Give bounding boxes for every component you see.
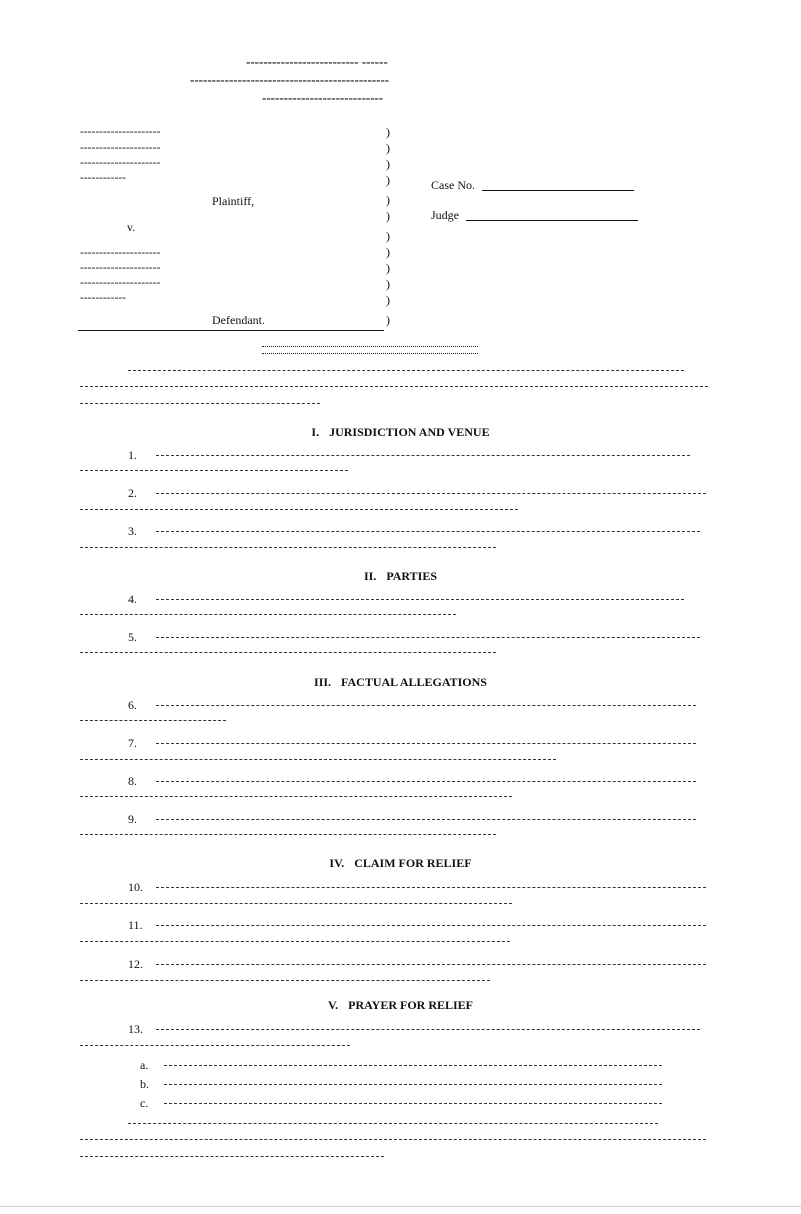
sub-item-line	[164, 1084, 662, 1085]
section-numeral: III.	[314, 675, 332, 689]
paragraph-line	[80, 1045, 350, 1046]
plaintiff-line: ---------------------	[80, 142, 161, 154]
paragraph-number: 9.	[128, 812, 137, 826]
paragraph-number: 10.	[128, 880, 143, 894]
plaintiff-line: ------------	[80, 172, 126, 184]
caption-paren: )	[386, 157, 390, 171]
section-heading-2	[0, 569, 801, 584]
paragraph-line	[156, 1029, 700, 1030]
caption-paren: )	[386, 293, 390, 307]
paragraph-line	[80, 547, 496, 548]
sub-item-marker: c.	[140, 1096, 149, 1110]
closing-line	[80, 1156, 384, 1157]
section-heading-5	[0, 998, 801, 1013]
paragraph-number: 12.	[128, 957, 143, 971]
section-title: CLAIM FOR RELIEF	[354, 856, 472, 870]
section-numeral: II.	[363, 569, 377, 583]
judge-field[interactable]	[466, 220, 638, 221]
case-no-label: Case No.	[431, 178, 475, 192]
caption-paren: )	[386, 313, 390, 327]
closing-line	[80, 1139, 706, 1140]
section-heading-4	[0, 856, 801, 871]
section-title: FACTUAL ALLEGATIONS	[341, 675, 487, 689]
paragraph-line	[156, 599, 684, 600]
caption-paren: )	[386, 245, 390, 259]
paragraph-number: 5.	[128, 630, 137, 644]
paragraph-line	[80, 509, 518, 510]
sub-item-marker: a.	[140, 1058, 149, 1072]
caption-paren: )	[386, 261, 390, 275]
paragraph-line	[80, 834, 496, 835]
intro-line	[80, 386, 708, 387]
paragraph-line	[80, 470, 348, 471]
caption-paren: )	[386, 229, 390, 243]
section-heading-1	[0, 425, 801, 440]
paragraph-number: 2.	[128, 486, 137, 500]
caption-paren: )	[386, 193, 390, 207]
paragraph-line	[156, 705, 696, 706]
paragraph-line	[80, 759, 556, 760]
paragraph-number: 4.	[128, 592, 137, 606]
section-numeral: IV.	[329, 856, 345, 870]
defendant-line: ------------	[80, 292, 126, 304]
paragraph-line	[156, 964, 706, 965]
paragraph-line	[80, 652, 496, 653]
paragraph-number: 3.	[128, 524, 137, 538]
paragraph-number: 6.	[128, 698, 137, 712]
caption-paren: )	[386, 125, 390, 139]
paragraph-line	[80, 980, 490, 981]
judge-label: Judge	[431, 208, 459, 222]
title-line-2: ----------------------------------------------	[190, 72, 390, 87]
paragraph-line	[156, 887, 706, 888]
paragraph-line	[156, 637, 700, 638]
paragraph-line	[156, 819, 696, 820]
caption-paren: )	[386, 209, 390, 223]
paragraph-line	[80, 796, 512, 797]
document-title-redacted	[262, 346, 478, 354]
paragraph-line	[156, 455, 690, 456]
caption-underline	[78, 330, 384, 331]
sub-item-line	[164, 1065, 662, 1066]
title-line-3: ----------------------------	[262, 90, 384, 105]
paragraph-number: 11.	[128, 918, 143, 932]
defendant-label: Defendant.	[212, 313, 265, 327]
section-numeral: I.	[311, 425, 320, 439]
section-heading-3	[0, 675, 801, 690]
section-title: JURISDICTION AND VENUE	[329, 425, 490, 439]
versus-label: v.	[127, 220, 136, 234]
caption-paren: )	[386, 141, 390, 155]
closing-line	[128, 1123, 658, 1124]
paragraph-line	[156, 493, 706, 494]
paragraph-line	[80, 903, 512, 904]
paragraph-line	[156, 743, 696, 744]
paragraph-number: 7.	[128, 736, 137, 750]
paragraph-line	[156, 531, 700, 532]
title-line-1: -------------------------- ------	[246, 54, 388, 69]
page-bottom-divider	[0, 1206, 801, 1207]
intro-line	[128, 370, 684, 371]
defendant-line: ---------------------	[80, 247, 161, 259]
defendant-line: ---------------------	[80, 262, 161, 274]
paragraph-line	[156, 925, 706, 926]
plaintiff-line: ---------------------	[80, 126, 161, 138]
paragraph-line	[80, 720, 226, 721]
paragraph-number: 8.	[128, 774, 137, 788]
section-title: PARTIES	[386, 569, 438, 583]
plaintiff-label: Plaintiff,	[212, 194, 255, 208]
paragraph-line	[156, 781, 696, 782]
caption-paren: )	[386, 277, 390, 291]
caption-paren: )	[386, 173, 390, 187]
defendant-line: ---------------------	[80, 277, 161, 289]
sub-item-marker: b.	[140, 1077, 149, 1091]
case-no-field[interactable]	[482, 190, 634, 191]
intro-line	[80, 403, 320, 404]
section-title: PRAYER FOR RELIEF	[348, 998, 474, 1012]
paragraph-number: 13.	[128, 1022, 143, 1036]
plaintiff-line: ---------------------	[80, 157, 161, 169]
section-numeral: V.	[327, 998, 339, 1012]
paragraph-number: 1.	[128, 448, 137, 462]
paragraph-line	[80, 614, 456, 615]
paragraph-line	[80, 941, 510, 942]
sub-item-line	[164, 1103, 662, 1104]
